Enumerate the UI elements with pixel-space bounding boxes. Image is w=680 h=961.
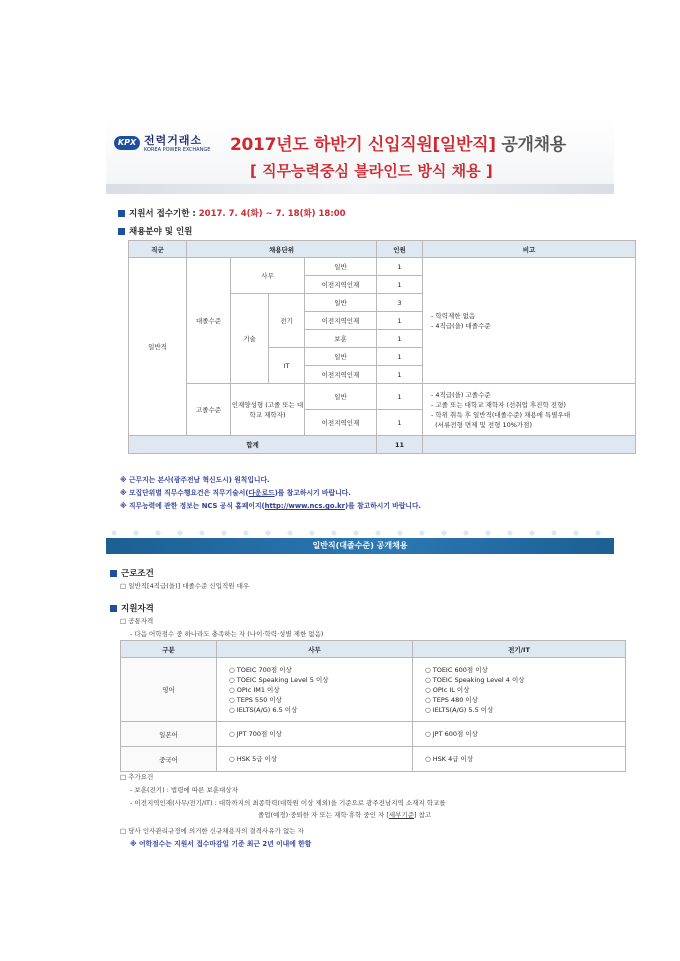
conditions-heading: 근로조건 [110,567,154,579]
bullet-square-icon [110,605,117,612]
count-cell: 1 [377,276,423,294]
bullet-square-icon [110,570,117,577]
deadline-line: 지원서 접수기한 : 2017. 7. 4(화) ~ 7. 18(화) 18:00 [118,207,346,219]
unit-cell: 이전지역인재 [305,410,377,436]
col-header: 비고 [423,241,636,258]
count-cell: 1 [377,258,423,276]
level-cell: 고졸수준 [187,384,231,436]
language-table [120,640,626,772]
unit-cell: 이전지역인재 [305,276,377,294]
count-cell: 1 [377,348,423,366]
unit-cell: 이전지역인재 [305,366,377,384]
note-line: ※ 모집단위별 직무수행요건은 직무기술서(다운로드)를 참고하시기 바랍니다. [120,489,351,497]
unit-cell: IT [269,348,305,384]
lang-cell: 일본어 [121,722,217,747]
extra-line: - 보훈(전기) : 법령에 따른 보훈대상자 [130,786,238,794]
bullet-square-icon [118,210,125,217]
col-header: 인원 [377,241,423,258]
unit-cell: 이전지역인재 [305,312,377,330]
notes-block [120,474,421,513]
lang-cell: 영어 [121,658,217,722]
office-req-cell: ○ JPT 700점 이상 [217,722,413,747]
count-cell: 1 [377,330,423,348]
count-cell: 1 [377,366,423,384]
total-note [423,436,636,454]
page-title: 2017년도 하반기 신입직원[일반직] 공개채용 [230,135,566,155]
extra-line: 졸업(예정)·중퇴한 자 또는 재학·휴학 중인 자 [세부기준] 참고 [258,811,432,819]
extra-line: - 이전지역인재(사무/전기/IT) : 대학까지의 최종학력(대학원 이상 제외)을 기준으로 광주전남지역 소재지 학교를 [130,799,446,807]
job-group-cell: 일반직 [129,258,187,436]
section-band-title: 일반직(대졸수준) 공개채용 [312,541,408,550]
total-value: 11 [377,436,423,454]
office-req-cell: ○ TOEIC 700점 이상 ○ TOEIC Speaking Level 5 이상 ○ OPIc IM1 이상 ○ TEPS 550 이상 ○ IELTS(A/G) 6.5 이상 [217,658,413,722]
common-desc: - 다음 어학점수 중 하나라도 충족하는 자 (나이·학력·성별 제한 없음) [130,630,324,638]
final-note: ※ 어학점수는 지원서 접수마감일 기준 최근 2년 이내에 한함 [130,840,312,848]
elec-req-cell: ○ TOEIC 600점 이상 ○ TOEIC Speaking Level 4 이상 ○ OPIc IL 이상 ○ TEPS 480 이상 ○ IELTS(A/G) 5.5 이상 [413,658,626,722]
count-cell: 1 [377,384,423,410]
unit-cell: 일반 [305,294,377,312]
detail-criteria-link[interactable]: 세부기준 [388,811,415,819]
unit-cell: 사무 [231,258,305,294]
banner-decoration [106,184,614,194]
col-header: 구분 [121,641,217,658]
unit-cell: 인재양성형 (고졸 또는 대학교 재학자) [231,384,305,436]
col-header: 사무 [217,641,413,658]
office-req-cell: ○ HSK 5급 이상 [217,747,413,772]
ncs-link[interactable]: http://www.ncs.go.kr [264,502,346,510]
common-label: □ 공통자격 [120,617,154,625]
unit-cell: 일반 [305,384,377,410]
unit-cell: 전기 [269,294,305,348]
unit-cell: 일반 [305,258,377,276]
deadline-value: 2017. 7. 4(화) ~ 7. 18(화) 18:00 [198,209,346,219]
logo-subtext: KOREA POWER EXCHANGE [144,147,211,153]
recruit-heading: 채용분야 및 인원 [118,225,192,237]
total-label: 합계 [129,436,377,454]
unit-cell: 기술 [231,294,269,384]
page-subtitle: [ 직무능력중심 블라인드 방식 채용 ] [250,162,493,180]
download-link[interactable]: 다운로드 [248,489,275,497]
logo-text: 전력거래소 [144,134,203,147]
conditions-line: □ 일반직[4직급(을)] 대졸수준 신입직원 대우 [120,582,250,590]
qualification-heading: 지원자격 [110,602,154,614]
count-cell: 1 [377,312,423,330]
col-header: 직군 [129,241,187,258]
recruit-table [128,240,636,454]
col-header: 채용단위 [187,241,377,258]
note-line: ※ 근무지는 본사(광주전남 혁신도시) 원칙입니다. [120,476,270,484]
note-cell: - 학력제한 없음 - 4직급(을) 대졸수준 [423,258,636,384]
elec-req-cell: ○ JPT 600점 이상 [413,722,626,747]
level-cell: 대졸수준 [187,258,231,384]
kpx-logo-icon: KPX [114,136,140,150]
band-decoration [106,527,614,538]
disqualification-line: □ 당사 인사관리규정에 의거한 신규채용자의 결격사유가 없는 자 [120,827,304,835]
note-cell: - 4직급(을) 고졸수준 - 고졸 또는 대학교 재학자 (선취업 후진학 전형) - 학위 취득 후 일반직(대졸수준) 채용에 특별우대 (서류전형 면제 및 전형 10%가점) [423,384,636,436]
note-line: ※ 직무능력에 관한 정보는 NCS 공식 홈페이지(http://www.ncs.go.kr)를 참고하시기 바랍니다. [120,502,422,510]
count-cell: 3 [377,294,423,312]
elec-req-cell: ○ HSK 4급 이상 [413,747,626,772]
count-cell: 1 [377,410,423,436]
lang-cell: 중국어 [121,747,217,772]
unit-cell: 일반 [305,348,377,366]
extra-label: □ 추가요건 [120,773,154,781]
bullet-square-icon [118,228,125,235]
col-header: 전기/IT [413,641,626,658]
unit-cell: 보훈 [305,330,377,348]
